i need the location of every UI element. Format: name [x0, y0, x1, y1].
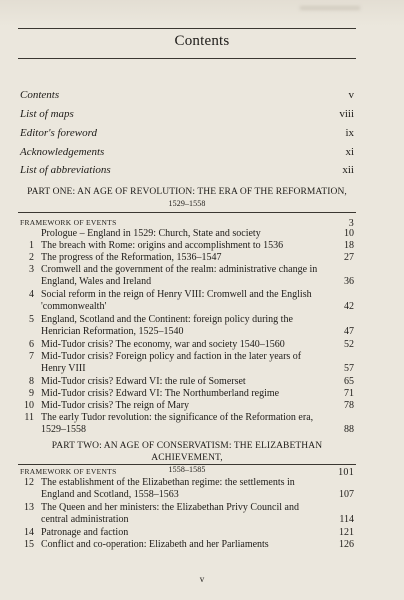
part-years: 1529–1558: [168, 199, 206, 208]
entry-text: The early Tudor revolution: the significance of the Reformation era, 1529–1558: [41, 412, 314, 436]
front-matter-item[interactable]: [20, 127, 354, 139]
chapter-number: 6: [29, 339, 34, 350]
chapter-number: 2: [29, 252, 34, 263]
page-number: 114: [339, 514, 354, 526]
chapter-number: 1: [29, 240, 34, 251]
page-number: 57: [344, 363, 354, 375]
page-number: xi: [345, 146, 354, 158]
page-number: 121: [339, 527, 354, 538]
chapter-number: 8: [29, 376, 34, 387]
page-number: 27: [344, 252, 354, 263]
front-matter-item[interactable]: [20, 146, 354, 158]
toc-entry[interactable]: [20, 351, 354, 376]
toc-entry[interactable]: [20, 376, 354, 388]
page-number: 18: [344, 240, 354, 251]
page-number: xii: [342, 164, 354, 176]
page-number: 52: [344, 339, 354, 350]
toc-entry[interactable]: [20, 477, 354, 502]
toc-entry[interactable]: [20, 339, 354, 351]
toc-entry[interactable]: [20, 240, 354, 252]
entry-text: Cromwell and the government of the realm: administrative change in England, Wales and Ireland: [41, 264, 318, 288]
page-number: 78: [344, 400, 354, 411]
entry-text: England, Scotland and the Continent: foreign policy during the Henrician Reformation, 1525–1540: [41, 314, 293, 338]
toc-entry[interactable]: [20, 264, 354, 289]
entry-text: Mid-Tudor crisis? The economy, war and society 1540–1560: [41, 339, 285, 350]
entry-text: The progress of the Reformation, 1536–1547: [41, 252, 222, 263]
toc-entry[interactable]: [20, 289, 354, 314]
page-number: viii: [339, 108, 354, 120]
page-number: 65: [344, 376, 354, 387]
front-matter-item[interactable]: [20, 164, 354, 176]
toc-entry[interactable]: [20, 502, 354, 527]
entry-text: Patronage and faction: [41, 527, 129, 538]
part-heading-text: PART ONE: AN AGE OF REVOLUTION: THE ERA OF THE REFORMATION,: [27, 187, 347, 197]
toc-entry[interactable]: [20, 400, 354, 412]
page-number: 71: [344, 388, 354, 399]
bleed-through-mark: [300, 6, 360, 10]
toc-entry[interactable]: [20, 527, 354, 539]
page-number: v: [348, 89, 354, 101]
entry-text: Social reform in the reign of Henry VIII: Cromwell and the English 'commonwealth': [41, 289, 312, 313]
chapter-number: 9: [29, 388, 34, 399]
title-rule: [18, 58, 356, 59]
page-number: 101: [338, 467, 354, 478]
front-matter-label: List of maps: [20, 108, 74, 120]
chapter-number: 10: [24, 400, 34, 411]
toc-entry[interactable]: [20, 388, 354, 400]
top-rule: [18, 28, 356, 29]
chapter-number: 12: [24, 477, 34, 488]
chapter-number: 3: [29, 264, 34, 275]
front-matter-label: Contents: [20, 89, 60, 101]
toc-entry[interactable]: [20, 412, 354, 437]
part-one-heading: [18, 186, 356, 210]
entry-text: Mid-Tudor crisis? Foreign policy and faction in the later years of Henry VIII: [41, 351, 302, 375]
part-one-rule: [18, 212, 356, 213]
page-number: 10: [344, 228, 354, 239]
framework-label: FRAMEWORK OF EVENTS: [20, 467, 117, 476]
chapter-number: 11: [24, 412, 34, 423]
entry-text: The breach with Rome: origins and accomplishment to 1536: [41, 240, 284, 251]
part-heading-text: PART TWO: AN AGE OF CONSERVATISM: THE ELIZABETHAN ACHIEVEMENT,: [51, 441, 323, 463]
entry-text: Mid-Tudor crisis? The reign of Mary: [41, 400, 190, 411]
toc-entry[interactable]: [20, 252, 354, 264]
framework-label: FRAMEWORK OF EVENTS: [20, 218, 117, 227]
page-number: ix: [345, 127, 354, 139]
page-number: 42: [344, 301, 354, 313]
entry-text: The establishment of the Elizabethan regime: the settlements in England and Scotland, 1558–1563: [41, 477, 295, 501]
entry-text: Mid-Tudor crisis? Edward VI: the rule of Somerset: [41, 376, 246, 387]
chapter-number: 13: [24, 502, 34, 513]
page-title: Contents: [174, 33, 230, 49]
page-number: 107: [339, 489, 354, 501]
part-two-rule: [18, 464, 356, 465]
entry-text: Prologue – England in 1529: Church, State and society: [41, 228, 261, 239]
entry-text: Conflict and co-operation: Elizabeth and her Parliaments: [41, 539, 269, 550]
front-matter-item[interactable]: [20, 89, 354, 101]
entry-text: The Queen and her ministers: the Elizabethan Privy Council and central administration: [41, 502, 299, 526]
chapter-number: 7: [29, 351, 34, 362]
toc-entry[interactable]: [20, 539, 354, 551]
chapter-number: 4: [29, 289, 34, 300]
folio: v: [199, 574, 205, 584]
chapter-number: 14: [24, 527, 34, 538]
front-matter-item[interactable]: [20, 108, 354, 120]
toc-entry[interactable]: [20, 314, 354, 339]
page-number: 3: [348, 218, 354, 229]
page-number: 36: [344, 276, 354, 288]
chapter-number: 15: [24, 539, 34, 550]
bleed-through-area: [0, 0, 404, 26]
page-number: 47: [344, 326, 354, 338]
entry-text: Mid-Tudor crisis? Edward VI: The Northumberland regime: [41, 388, 280, 399]
chapter-number: 5: [29, 314, 34, 325]
part-years: 1558–1585: [168, 465, 206, 474]
toc-entry-prologue[interactable]: [20, 228, 354, 240]
front-matter-label: Acknowledgements: [20, 146, 105, 158]
front-matter-label: List of abbreviations: [20, 164, 111, 176]
page-number: 126: [339, 539, 354, 550]
page-number: 88: [344, 424, 354, 436]
front-matter-label: Editor's foreword: [20, 127, 98, 139]
